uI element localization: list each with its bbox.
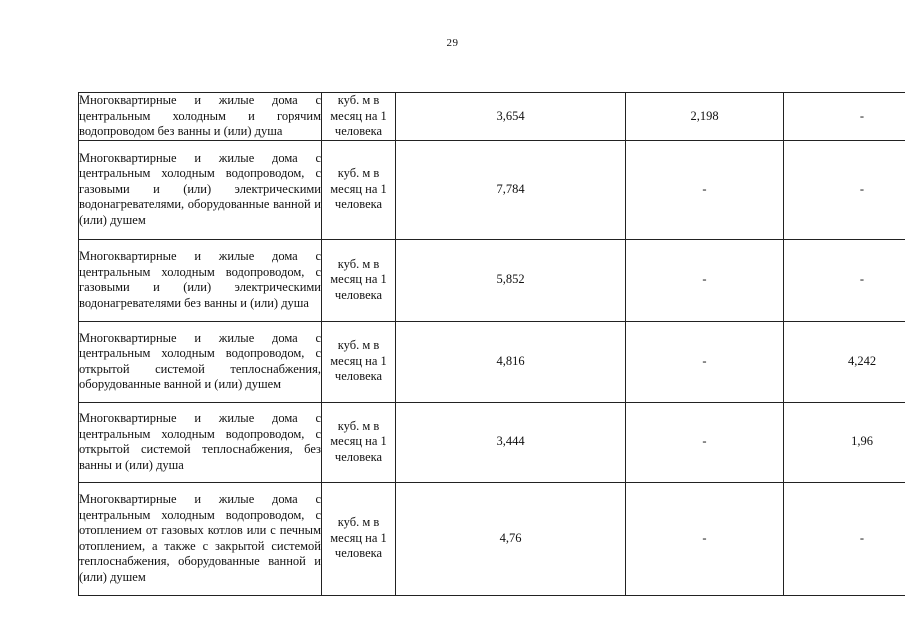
table-row [79, 239, 905, 321]
row-value-3: - [784, 482, 905, 595]
table-row [79, 482, 905, 595]
row-unit: куб. м в месяц на 1 человека [322, 140, 396, 239]
row-value-1: 3,654 [396, 93, 626, 141]
row-value-2: - [626, 402, 784, 482]
row-value-3: - [784, 239, 905, 321]
page-number: 29 [446, 37, 459, 49]
row-description: Многоквартирные и жилые дома с центральным холодным и горячим водопроводом без ванны и (или) душа [79, 93, 321, 138]
row-description: Многоквартирные и жилые дома с центральным холодным водопроводом, с открытой системой теплоснабжения, оборудованные ванной и (или) душем [79, 321, 322, 402]
table-row [79, 140, 905, 239]
row-value-2: - [626, 140, 784, 239]
row-value-1: 7,784 [396, 140, 626, 239]
table-row [79, 321, 905, 402]
row-value-2: 2,198 [626, 93, 784, 141]
row-unit: куб. м в месяц на 1 человека [322, 321, 396, 402]
row-unit: куб. м в месяц на 1 человека [322, 482, 396, 595]
row-description: Многоквартирные и жилые дома с центральным холодным водопроводом, с газовыми и (или) электрическими водонагревателями без ванны и (или) душа [79, 239, 322, 321]
row-value-3: - [784, 93, 905, 141]
table-row [79, 402, 905, 482]
row-value-1: 3,444 [396, 402, 626, 482]
row-unit: куб. м в месяц на 1 человека [322, 93, 396, 141]
row-unit: куб. м в месяц на 1 человека [322, 239, 396, 321]
consumption-norms-table [78, 92, 905, 596]
row-value-1: 4,76 [396, 482, 626, 595]
row-value-3: - [784, 140, 905, 239]
row-description: Многоквартирные и жилые дома с центральным холодным водопроводом, с отоплением от газовых котлов или с печным отоплением, а также с закрытой системой теплоснабжения, оборудованные ванной и (или) душем [79, 482, 322, 595]
row-value-1: 5,852 [396, 239, 626, 321]
row-value-2: - [626, 239, 784, 321]
table-row [79, 93, 905, 141]
row-value-2: - [626, 482, 784, 595]
row-description: Многоквартирные и жилые дома с центральным холодным водопроводом, с газовыми и (или) электрическими водонагревателями, оборудованные ванной и (или) душем [79, 140, 322, 239]
row-value-3: 4,242 [784, 321, 905, 402]
row-value-1: 4,816 [396, 321, 626, 402]
row-value-3: 1,96 [784, 402, 905, 482]
row-description: Многоквартирные и жилые дома с центральным холодным водопроводом, с открытой системой теплоснабжения, без ванны и (или) душа [79, 402, 322, 482]
row-unit: куб. м в месяц на 1 человека [322, 402, 396, 482]
row-value-2: - [626, 321, 784, 402]
